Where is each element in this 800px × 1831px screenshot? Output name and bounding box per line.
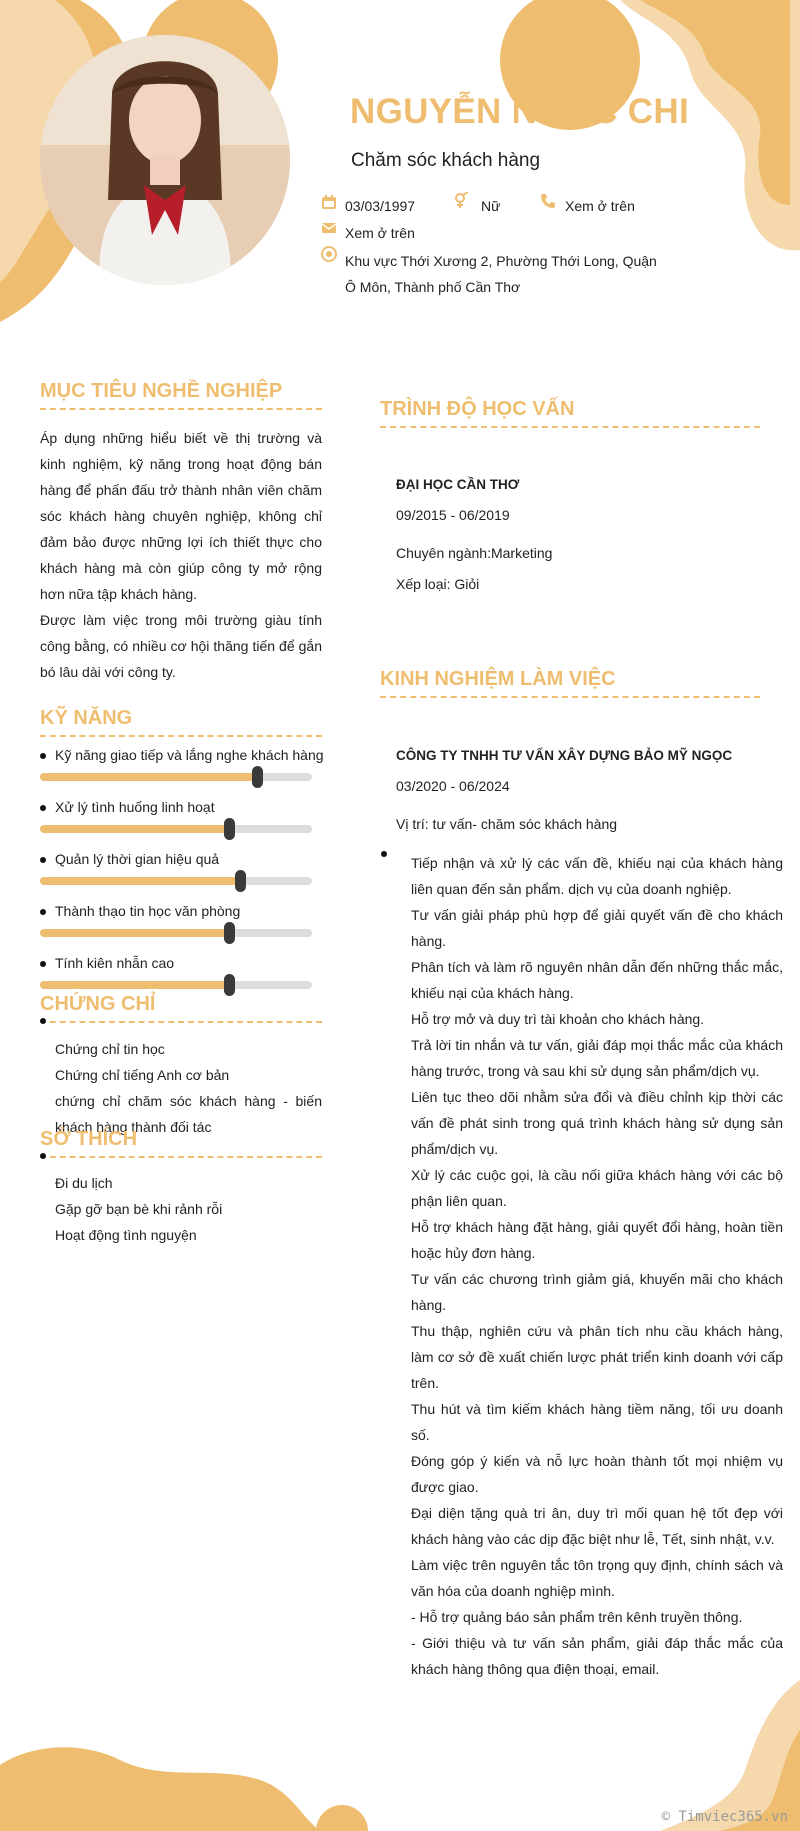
skill-label: Quản lý thời gian hiệu quả <box>55 851 220 867</box>
skill-label: Thành thạo tin học văn phòng <box>55 903 241 919</box>
duty-item: Tiếp nhận và xử lý các vấn đề, khiếu nại của khách hàng liên quan đến sản phẩm. dịch vụ của doanh nghiệp. <box>411 855 783 897</box>
school-name: ĐẠI HỌC CẦN THƠ <box>396 477 520 492</box>
skill-level-bar <box>40 773 312 781</box>
objective-paragraph-2: Được làm việc trong môi trường giàu tính công bằng, có nhiều cơ hội thăng tiến để gắn bó lâu dài với công ty. <box>40 612 322 680</box>
section-title-hobbies: SỞ THÍCH <box>40 1128 138 1150</box>
skill-level-fill <box>40 773 258 781</box>
experience-period: 03/2020 - 06/2024 <box>396 778 510 794</box>
section-title-education: TRÌNH ĐỘ HỌC VẤN <box>380 398 575 420</box>
calendar-icon <box>321 194 337 210</box>
duty-item: Thu hút và tìm kiếm khách hàng tiềm năng, tối ưu doanh số. <box>411 1401 783 1443</box>
skill-level-handle[interactable] <box>224 922 235 944</box>
skill-level-handle[interactable] <box>224 974 235 996</box>
skill-level-bar <box>40 929 312 937</box>
bullet-icon <box>40 1153 46 1159</box>
section-divider <box>40 1156 322 1158</box>
section-title-experience: KINH NGHIỆM LÀM VIỆC <box>380 668 616 690</box>
duty-item: Tư vấn giải pháp phù hợp để giải quyết vấn đề cho khách hàng. <box>411 907 783 949</box>
phone-icon <box>540 193 556 209</box>
duty-item: Làm việc trên nguyên tắc tôn trọng quy định, chính sách và văn hóa của doanh nghiệp mình. <box>411 1557 783 1599</box>
skill-level-handle[interactable] <box>224 818 235 840</box>
duty-item: Đại diện tặng quà tri ân, duy trì mối quan hệ tốt đẹp với khách hàng vào các dịp đặc biệt như lễ, Tết, sinh nhật, v.v. <box>411 1505 783 1547</box>
duty-item: - Hỗ trợ quảng báo sản phẩm trên kênh truyền thông. <box>411 1609 743 1625</box>
skill-label: Xử lý tình huống linh hoạt <box>55 799 215 815</box>
skill-level-fill <box>40 929 230 937</box>
bullet-icon <box>40 857 46 863</box>
skill-level-bar <box>40 981 312 989</box>
address: Khu vực Thới Xương 2, Phường Thới Long, Quận Ô Môn, Thành phố Cần Thơ <box>345 253 657 295</box>
section-divider <box>380 426 760 428</box>
section-title-skills: KỸ NĂNG <box>40 707 133 729</box>
job-title: Chăm sóc khách hàng <box>351 150 541 171</box>
education-period: 09/2015 - 06/2019 <box>396 507 510 523</box>
bullet-icon <box>40 753 46 759</box>
skill-label: Kỹ năng giao tiếp và lắng nghe khách hàng <box>55 747 324 763</box>
section-divider <box>380 696 760 698</box>
skill-level-fill <box>40 981 230 989</box>
hobby-item: Đi du lịch <box>55 1175 113 1191</box>
duty-item: Đóng góp ý kiến và nỗ lực hoàn thành tốt mọi nhiệm vụ được giao. <box>411 1453 783 1495</box>
duty-item: Xử lý các cuộc gọi, là cầu nối giữa khách hàng với các bộ phận liên quan. <box>411 1167 783 1209</box>
skill-label: Tính kiên nhẫn cao <box>55 955 175 971</box>
duty-item: Hỗ trợ mở và duy trì tài khoản cho khách hàng. <box>411 1011 705 1027</box>
experience-position: Vị trí: tư vấn- chăm sóc khách hàng <box>396 816 618 832</box>
duty-item: Phân tích và làm rõ nguyên nhân dẫn đến những thắc mắc, khiếu nại của khách hàng. <box>411 959 783 1001</box>
skill-level-fill <box>40 825 230 833</box>
email: Xem ở trên <box>345 225 415 241</box>
email-icon <box>321 220 337 236</box>
bullet-icon <box>40 961 46 967</box>
section-divider <box>40 408 322 410</box>
birthday: 03/03/1997 <box>345 198 416 214</box>
hobby-item: Hoạt động tình nguyện <box>55 1227 197 1243</box>
skill-level-handle[interactable] <box>252 766 263 788</box>
duties-list <box>411 850 783 1682</box>
gender: Nữ <box>481 198 501 214</box>
objective-paragraph-1: Áp dụng những hiểu biết về thị trường và kinh nghiệm, kỹ năng trong hoạt động bán hàng để phấn đấu trở thành nhân viên chăm sóc khách hàng chuyên nghiệp, không chỉ đảm bảo được những lợi ích thiết thực cho khách hàng mà còn giúp công ty mở rộng hơn nữa tập khách hàng. <box>40 430 322 602</box>
duty-item: Hỗ trợ khách hàng đặt hàng, giải quyết đổi hàng, hoàn tiền hoặc hủy đơn hàng. <box>411 1219 783 1261</box>
hobby-item: Gặp gỡ bạn bè khi rảnh rỗi <box>55 1201 223 1217</box>
education-major: Chuyên ngành:Marketing <box>396 545 553 561</box>
section-title-objective: MỤC TIÊU NGHỀ NGHIỆP <box>40 380 283 402</box>
duty-item: Trả lời tin nhắn và tư vấn, giải đáp mọi thắc mắc của khách hàng trước, trong và sau khi sử dụng sản phẩm/dịch vụ. <box>411 1037 783 1079</box>
company-name: CÔNG TY TNHH TƯ VẤN XÂY DỰNG BẢO MỸ NGỌC <box>396 748 733 763</box>
location-icon <box>321 246 337 262</box>
gender-icon <box>454 192 470 208</box>
skill-level-handle[interactable] <box>235 870 246 892</box>
duty-item: - Giới thiệu và tư vấn sản phẩm, giải đáp thắc mắc của khách hàng thông qua điện thoại, email. <box>411 1635 783 1677</box>
skill-level-fill <box>40 877 241 885</box>
certificate-item: Chứng chỉ tiếng Anh cơ bản <box>55 1067 230 1083</box>
bullet-icon <box>40 909 46 915</box>
watermark: © Timviec365.vn <box>661 1809 788 1825</box>
skill-level-bar <box>40 825 312 833</box>
candidate-name: NGUYỄN NGỌC CHI <box>350 92 689 131</box>
education-grade: Xếp loại: Giỏi <box>396 576 480 592</box>
section-title-certificates: CHỨNG CHỈ <box>40 993 156 1015</box>
duty-item: Tư vấn các chương trình giảm giá, khuyến mãi cho khách hàng. <box>411 1271 783 1313</box>
phone: Xem ở trên <box>565 198 635 214</box>
bullet-icon <box>40 805 46 811</box>
bullet-icon <box>381 851 387 857</box>
bullet-icon <box>40 1018 46 1024</box>
certificate-item: chứng chỉ chăm sóc khách hàng - biến khách hàng thành đối tác <box>55 1093 322 1135</box>
duty-item: Liên tục theo dõi nhằm sửa đổi và điều chỉnh kịp thời các vấn đề phát sinh trong quá trình khách hàng sử dụng sản phẩm/dịch vụ. <box>411 1089 783 1157</box>
section-divider <box>40 1021 322 1023</box>
section-divider <box>40 735 322 737</box>
certificate-item: Chứng chỉ tin học <box>55 1041 165 1057</box>
avatar <box>40 35 290 285</box>
duty-item: Thu thập, nghiên cứu và phân tích nhu cầu khách hàng, làm cơ sở đề xuất chiến lược phát triển kinh doanh với cấp trên. <box>411 1323 783 1391</box>
skill-level-bar <box>40 877 312 885</box>
